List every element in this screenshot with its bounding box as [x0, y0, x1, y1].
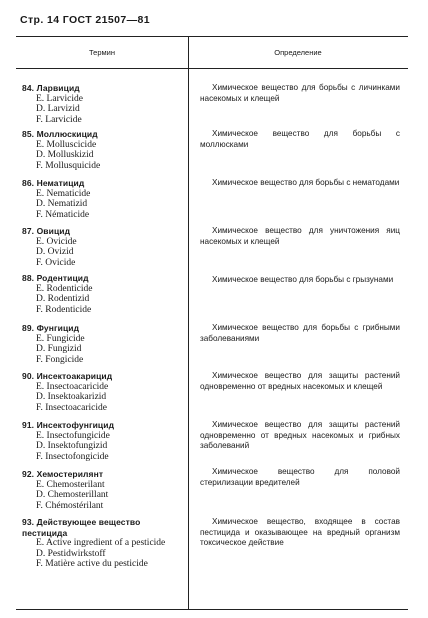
term-en: E. Chemosterilant	[36, 479, 105, 490]
term-de: D. Molluskizid	[36, 150, 94, 160]
term-en: E. Nematicide	[36, 188, 91, 199]
column-divider	[188, 37, 189, 609]
definition-84: Химическое вещество для борьбы с личинками насекомых и клещей	[200, 83, 400, 103]
column-header-term: Термин	[16, 37, 188, 69]
term-ru: 93. Действующее вещество пестицида	[22, 517, 141, 538]
term-ru: 90. Инсектоакарицид	[22, 371, 113, 381]
definition-88: Химическое вещество для борьбы с грызунами	[212, 275, 394, 284]
definition-86: Химическое вещество для борьбы с нематодами	[212, 178, 400, 187]
definition-92: Химическое вещество для половой стерилизации вредителей	[200, 467, 400, 487]
term-de: D. Fungizid	[36, 344, 82, 354]
term-en: E. Ovicide	[36, 236, 77, 247]
term-en: E. Active ingredient of a pesticide	[36, 538, 166, 548]
term-entry-90	[22, 371, 184, 413]
definition-85: Химическое вещество для борьбы с моллюсками	[200, 129, 400, 149]
term-fr: F. Larvicide	[36, 114, 82, 125]
term-entry-84	[22, 83, 184, 125]
term-en: E. Larvicide	[36, 93, 83, 104]
term-ru: 88. Родентицид	[22, 273, 89, 283]
term-de: D. Chemosterillant	[36, 490, 109, 500]
term-fr: F. Insectofongicide	[36, 451, 109, 462]
term-entry-86	[22, 178, 184, 220]
terms-table	[16, 36, 408, 610]
term-en: E. Insectofungicide	[36, 430, 110, 441]
term-fr: F. Fongicide	[36, 354, 84, 365]
definition-91: Химическое вещество для защиты растений одновременно от вредных насекомых и грибных заболеваний	[200, 420, 400, 450]
term-de: D. Larvizid	[36, 104, 80, 114]
term-ru: 91. Инсектофунгицид	[22, 420, 115, 430]
term-fr: F. Matière active du pesticide	[36, 559, 148, 569]
term-ru: 86. Нематицид	[22, 178, 85, 188]
term-fr: F. Nématicide	[36, 209, 90, 220]
term-ru: 85. Моллюскицид	[22, 129, 98, 139]
column-header-definition: Определение	[188, 37, 408, 69]
term-entry-92	[22, 469, 184, 511]
term-de: D. Insektoakarizid	[36, 392, 107, 402]
term-de: D. Rodentizid	[36, 294, 90, 304]
definition-93: Химическое вещество, входящее в состав пестицида и оказывающее на вредный организм токсическое действие	[200, 517, 400, 547]
term-ru: 89. Фунгицид	[22, 323, 80, 333]
term-fr: F. Rodenticide	[36, 304, 92, 315]
term-entry-93	[22, 517, 184, 570]
term-entry-91	[22, 420, 184, 462]
term-fr: F. Chémostérilant	[36, 500, 104, 511]
definition-89: Химическое вещество для борьбы с грибными заболеваниями	[200, 323, 400, 343]
term-entry-89	[22, 323, 184, 365]
term-de: D. Ovizid	[36, 247, 74, 257]
definition-90: Химическое вещество для защиты растений одновременно от вредных насекомых и клещей	[200, 371, 400, 391]
term-de: D. Pestidwirkstoff	[36, 548, 106, 559]
term-de: D. Nematizid	[36, 199, 88, 209]
term-fr: F. Mollusquicide	[36, 160, 101, 171]
term-fr: F. Ovicide	[36, 257, 76, 268]
term-en: E. Fungicide	[36, 333, 85, 344]
term-en: E. Rodenticide	[36, 283, 93, 294]
term-entry-88	[22, 273, 184, 315]
term-entry-87	[22, 226, 184, 268]
page-header: Стр. 14 ГОСТ 21507—81	[20, 14, 150, 26]
definition-87: Химическое вещество для уничтожения яиц насекомых и клещей	[200, 226, 400, 246]
term-en: E. Molluscicide	[36, 139, 97, 150]
term-ru: 84. Ларвицид	[22, 83, 80, 93]
term-de: D. Insektofungizid	[36, 441, 108, 451]
term-ru: 92. Хемостерилянт	[22, 469, 104, 479]
term-fr: F. Insectoacaricide	[36, 402, 107, 413]
term-entry-85	[22, 129, 184, 171]
term-ru: 87. Овицид	[22, 226, 71, 236]
term-en: E. Insectoacaricide	[36, 381, 109, 392]
